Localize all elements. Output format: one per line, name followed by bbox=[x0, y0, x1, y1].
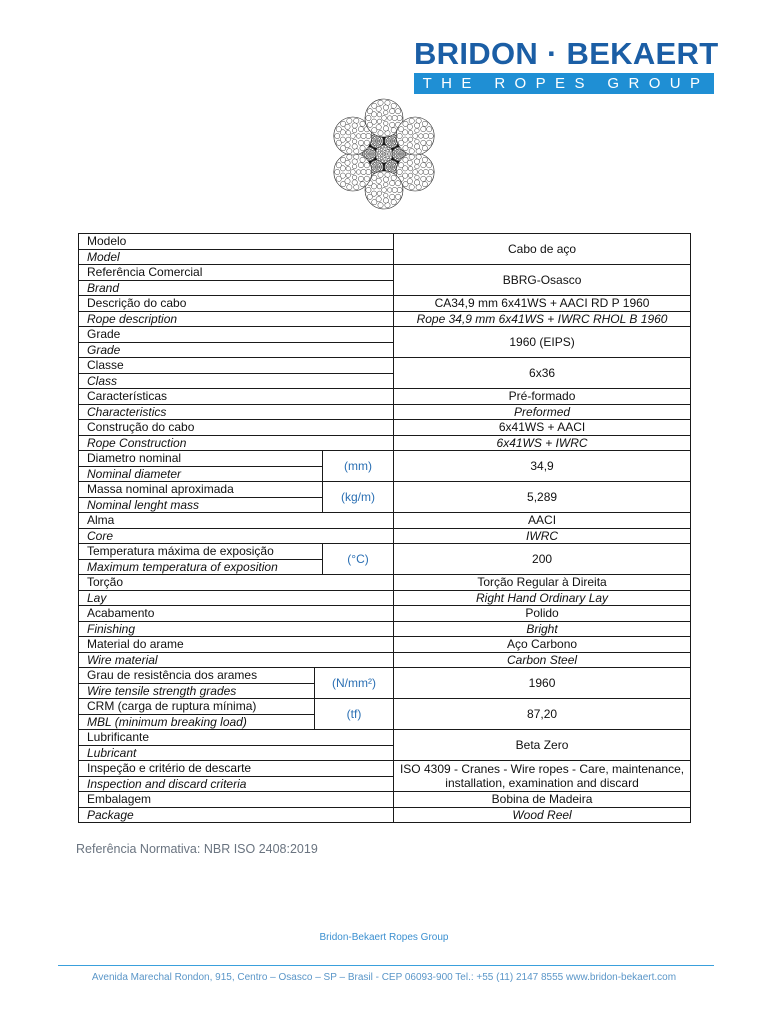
table-row bbox=[79, 404, 691, 420]
label-en: Inspection and discard criteria bbox=[79, 776, 394, 792]
value-pt: Aço Carbono bbox=[394, 637, 691, 653]
label-pt: Temperatura máxima de exposição bbox=[79, 544, 323, 560]
table-row bbox=[79, 652, 691, 668]
value: ISO 4309 - Cranes - Wire ropes - Care, maintenance, installation, examination and discard bbox=[394, 761, 691, 792]
label-en: MBL (minimum breaking load) bbox=[79, 714, 315, 730]
table-row bbox=[79, 730, 691, 746]
label-pt: Descrição do cabo bbox=[79, 296, 394, 312]
unit: (N/mm²) bbox=[315, 668, 394, 699]
footer-group-name: Bridon-Bekaert Ropes Group bbox=[319, 932, 449, 943]
label-pt: Alma bbox=[79, 513, 394, 529]
logo-tagline: THE ROPES GROUP bbox=[414, 73, 714, 94]
value-en: Bright bbox=[394, 621, 691, 637]
label-pt: Inspeção e critério de descarte bbox=[79, 761, 394, 777]
unit: (tf) bbox=[315, 699, 394, 730]
label-pt: Massa nominal aproximada bbox=[79, 482, 323, 498]
table-row bbox=[79, 807, 691, 823]
footer-divider bbox=[58, 965, 714, 966]
label-en: Rope Construction bbox=[79, 435, 394, 451]
label-en: Nominal diameter bbox=[79, 466, 323, 482]
table-row bbox=[79, 761, 691, 777]
label-pt: CRM (carga de ruptura mínima) bbox=[79, 699, 315, 715]
table-row bbox=[79, 389, 691, 405]
table-row bbox=[79, 606, 691, 622]
value-en: IWRC bbox=[394, 528, 691, 544]
label-en: Core bbox=[79, 528, 394, 544]
label-en: Class bbox=[79, 373, 394, 389]
label-en: Lay bbox=[79, 590, 394, 606]
value-pt: AACI bbox=[394, 513, 691, 529]
table-row bbox=[79, 528, 691, 544]
table-row bbox=[79, 482, 691, 498]
label-en: Nominal lenght mass bbox=[79, 497, 323, 513]
label-pt: Classe bbox=[79, 358, 394, 374]
value: 34,9 bbox=[394, 451, 691, 482]
table-row bbox=[79, 265, 691, 281]
label-pt: Diametro nominal bbox=[79, 451, 323, 467]
value: 200 bbox=[394, 544, 691, 575]
label-pt: Construção do cabo bbox=[79, 420, 394, 436]
value: Cabo de aço bbox=[394, 234, 691, 265]
table-row bbox=[79, 575, 691, 591]
table-row bbox=[79, 296, 691, 312]
label-en: Characteristics bbox=[79, 404, 394, 420]
value-en: Carbon Steel bbox=[394, 652, 691, 668]
table-row bbox=[79, 668, 691, 684]
value: 5,289 bbox=[394, 482, 691, 513]
table-row bbox=[79, 435, 691, 451]
value: Beta Zero bbox=[394, 730, 691, 761]
label-en: Brand bbox=[79, 280, 394, 296]
spec-table bbox=[78, 233, 691, 823]
table-row bbox=[79, 420, 691, 436]
value-pt: Torção Regular à Direita bbox=[394, 575, 691, 591]
table-row bbox=[79, 513, 691, 529]
unit: (kg/m) bbox=[323, 482, 394, 513]
value: 1960 bbox=[394, 668, 691, 699]
value-en: Wood Reel bbox=[394, 807, 691, 823]
label-en: Finishing bbox=[79, 621, 394, 637]
label-pt: Referência Comercial bbox=[79, 265, 394, 281]
label-pt: Características bbox=[79, 389, 394, 405]
value-pt: Polido bbox=[394, 606, 691, 622]
table-row bbox=[79, 637, 691, 653]
brand-logo bbox=[414, 36, 719, 94]
label-pt: Material do arame bbox=[79, 637, 394, 653]
label-pt: Embalagem bbox=[79, 792, 394, 808]
normative-reference: Referência Normativa: NBR ISO 2408:2019 bbox=[76, 842, 318, 856]
value-pt: 6x41WS + AACI bbox=[394, 420, 691, 436]
rope-cross-section-icon bbox=[329, 97, 439, 211]
table-row bbox=[79, 590, 691, 606]
logo-name: BRIDON · BEKAERT bbox=[414, 36, 719, 71]
value: 87,20 bbox=[394, 699, 691, 730]
table-row bbox=[79, 699, 691, 715]
value: 1960 (EIPS) bbox=[394, 327, 691, 358]
value-en: Preformed bbox=[394, 404, 691, 420]
label-pt: Grade bbox=[79, 327, 394, 343]
label-en: Lubricant bbox=[79, 745, 394, 761]
footer-address: Avenida Marechal Rondon, 915, Centro – Osasco – SP – Brasil - CEP 06093-900 Tel.: +55 (11) 2147 8555 www.bridon-bekaert.com bbox=[91, 972, 677, 983]
label-en: Wire material bbox=[79, 652, 394, 668]
value-pt: CA34,9 mm 6x41WS + AACI RD P 1960 bbox=[394, 296, 691, 312]
table-row bbox=[79, 544, 691, 560]
label-pt: Torção bbox=[79, 575, 394, 591]
label-en: Rope description bbox=[79, 311, 394, 327]
table-row bbox=[79, 234, 691, 250]
value-en: 6x41WS + IWRC bbox=[394, 435, 691, 451]
table-row bbox=[79, 792, 691, 808]
value: BBRG-Osasco bbox=[394, 265, 691, 296]
value-en: Right Hand Ordinary Lay bbox=[394, 590, 691, 606]
label-pt: Modelo bbox=[79, 234, 394, 250]
label-en: Grade bbox=[79, 342, 394, 358]
value-pt: Bobina de Madeira bbox=[394, 792, 691, 808]
table-row bbox=[79, 311, 691, 327]
value-pt: Pré-formado bbox=[394, 389, 691, 405]
label-en: Package bbox=[79, 807, 394, 823]
label-pt: Acabamento bbox=[79, 606, 394, 622]
label-en: Model bbox=[79, 249, 394, 265]
label-pt: Grau de resistência dos arames bbox=[79, 668, 315, 684]
value: 6x36 bbox=[394, 358, 691, 389]
value-en: Rope 34,9 mm 6x41WS + IWRC RHOL B 1960 bbox=[394, 311, 691, 327]
label-en: Maximum temperatura of exposition bbox=[79, 559, 323, 575]
label-pt: Lubrificante bbox=[79, 730, 394, 746]
unit: (°C) bbox=[323, 544, 394, 575]
table-row bbox=[79, 451, 691, 467]
label-en: Wire tensile strength grades bbox=[79, 683, 315, 699]
table-row bbox=[79, 327, 691, 343]
table-row bbox=[79, 621, 691, 637]
table-row bbox=[79, 358, 691, 374]
unit: (mm) bbox=[323, 451, 394, 482]
